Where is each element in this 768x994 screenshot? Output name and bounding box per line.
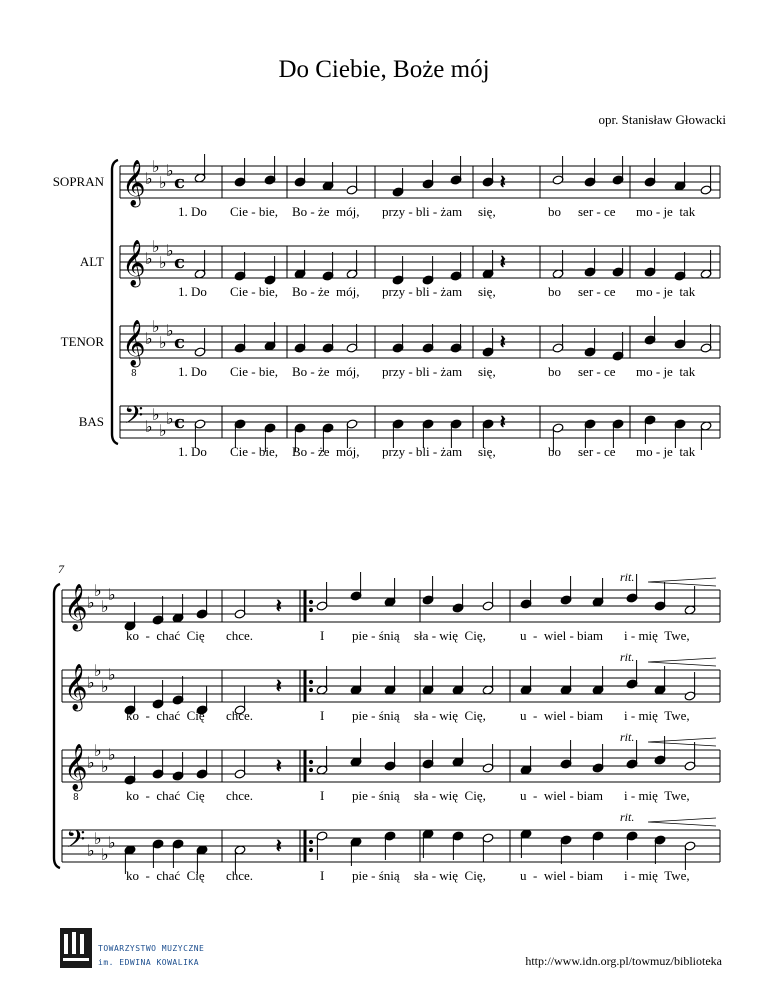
bass-clef-icon: 𝄢: [66, 825, 86, 860]
flat-icon: ♭: [166, 321, 174, 340]
repeat-dot: [309, 768, 312, 771]
lyric-syllable: ko - chać Cię: [126, 788, 205, 803]
repeat-dot: [309, 600, 312, 603]
flat-icon: ♭: [101, 677, 109, 696]
lyric-syllable: pie - śnią: [352, 788, 400, 803]
lyric-syllable: I: [320, 868, 325, 883]
lyric-syllable: i - mię Twe,: [624, 788, 690, 803]
lyric-syllable: 1. Do: [178, 284, 207, 299]
flat-icon: ♭: [145, 169, 153, 188]
lyric-syllable: Bo - że mój,: [292, 364, 360, 379]
flat-icon: ♭: [94, 661, 102, 680]
tempo-marking-rit: rit.: [620, 730, 635, 744]
repeat-dot: [309, 840, 312, 843]
repeat-dot: [309, 848, 312, 851]
common-time-icon: c: [174, 172, 185, 193]
lyric-syllable: I: [320, 788, 325, 803]
lyric-syllable: u - wiel - biam: [520, 868, 604, 883]
rest-icon: 𝄽: [500, 252, 506, 273]
lyric-syllable: mo - je tak: [636, 444, 696, 459]
lyric-syllable: i - mię Twe,: [624, 708, 690, 723]
publisher-logo: [60, 928, 92, 968]
lyric-syllable: Bo - że mój,: [292, 204, 360, 219]
lyric-syllable: 1. Do: [178, 204, 207, 219]
lyric-syllable: bo: [548, 364, 561, 379]
rest-icon: 𝄽: [276, 676, 282, 697]
lyric-syllable: Cie - bie,: [230, 444, 279, 459]
flat-icon: ♭: [94, 581, 102, 600]
treble-clef-icon: 𝄞: [64, 664, 88, 710]
lyric-syllable: u - wiel - biam: [520, 788, 604, 803]
lyric-syllable: u - wiel - biam: [520, 708, 604, 723]
lyric-syllable: ser - ce: [578, 444, 616, 459]
lyric-syllable: bo: [548, 444, 561, 459]
flat-icon: ♭: [166, 241, 174, 260]
flat-icon: ♭: [87, 593, 95, 612]
flat-icon: ♭: [87, 673, 95, 692]
flat-icon: ♭: [159, 421, 167, 440]
flat-icon: ♭: [159, 173, 167, 192]
lyric-syllable: sła - wię Cię,: [414, 868, 486, 883]
common-time-icon: c: [174, 252, 185, 273]
measure-number: 7: [58, 562, 64, 576]
lyric-syllable: przy - bli - żam: [382, 284, 463, 299]
common-time-icon: c: [174, 332, 185, 353]
publisher-subname: im. EDWINA KOWALIKA: [98, 958, 200, 967]
voice-label-bass: BAS: [78, 414, 104, 429]
lyric-syllable: u - wiel - biam: [520, 628, 604, 643]
flat-icon: ♭: [108, 665, 116, 684]
decrescendo-hairpin: [648, 658, 716, 666]
lyric-syllable: przy - bli - żam: [382, 204, 463, 219]
repeat-dot: [309, 680, 312, 683]
flat-icon: ♭: [159, 253, 167, 272]
lyric-syllable: Cie - bie,: [230, 364, 279, 379]
flat-icon: ♭: [108, 745, 116, 764]
decrescendo-hairpin: [648, 818, 716, 826]
lyric-syllable: I: [320, 708, 325, 723]
lyric-syllable: pie - śnią: [352, 628, 400, 643]
lyric-syllable: mo - je tak: [636, 204, 696, 219]
flat-icon: ♭: [152, 157, 160, 176]
lyric-syllable: ko - chać Cię: [126, 868, 205, 883]
common-time-icon: c: [174, 412, 185, 433]
publisher-name: TOWARZYSTWO MUZYCZNE: [98, 944, 205, 953]
flat-icon: ♭: [108, 833, 116, 852]
lyric-syllable: chce.: [226, 708, 254, 723]
voice-label-tenor: TENOR: [60, 334, 104, 349]
lyric-syllable: ser - ce: [578, 204, 616, 219]
lyric-syllable: ser - ce: [578, 364, 616, 379]
flat-icon: ♭: [87, 753, 95, 772]
flat-icon: ♭: [145, 417, 153, 436]
lyric-syllable: ser - ce: [578, 284, 616, 299]
octave-mark: 8: [73, 793, 79, 803]
treble-clef-icon: 𝄞: [64, 584, 88, 630]
system-bracket: [54, 584, 60, 868]
lyric-syllable: sła - wię Cię,: [414, 708, 486, 723]
tempo-marking-rit: rit.: [620, 570, 635, 584]
flat-icon: ♭: [101, 757, 109, 776]
arranger-credit: opr. Stanisław Głowacki: [598, 112, 726, 127]
rest-icon: 𝄽: [500, 412, 506, 433]
tempo-marking-rit: rit.: [620, 650, 635, 664]
lyric-syllable: się,: [478, 364, 496, 379]
repeat-dot: [309, 608, 312, 611]
lyric-syllable: I: [320, 628, 325, 643]
flat-icon: ♭: [108, 585, 116, 604]
bass-clef-icon: 𝄢: [124, 401, 144, 436]
rest-icon: 𝄽: [276, 596, 282, 617]
decrescendo-hairpin: [648, 578, 716, 586]
flat-icon: ♭: [152, 317, 160, 336]
tempo-marking-rit: rit.: [620, 810, 635, 824]
lyric-syllable: się,: [478, 204, 496, 219]
treble-clef-icon: 𝄞: [64, 744, 88, 790]
lyric-syllable: się,: [478, 444, 496, 459]
lyric-syllable: sła - wię Cię,: [414, 628, 486, 643]
flat-icon: ♭: [152, 405, 160, 424]
lyric-syllable: Bo - że mój,: [292, 284, 360, 299]
decrescendo-hairpin: [648, 738, 716, 746]
lyric-syllable: bo: [548, 284, 561, 299]
lyric-syllable: bo: [548, 204, 561, 219]
octave-mark: 8: [131, 369, 137, 379]
rest-icon: 𝄽: [276, 756, 282, 777]
flat-icon: ♭: [152, 237, 160, 256]
rest-icon: 𝄽: [500, 172, 506, 193]
voice-label-soprano: SOPRAN: [52, 174, 104, 189]
lyric-syllable: 1. Do: [178, 364, 207, 379]
lyric-syllable: mo - je tak: [636, 284, 696, 299]
flat-icon: ♭: [166, 409, 174, 428]
footer-url-link[interactable]: http://www.idn.org.pl/towmuz/biblioteka: [525, 954, 722, 968]
lyric-syllable: Cie - bie,: [230, 284, 279, 299]
lyric-syllable: przy - bli - żam: [382, 364, 463, 379]
lyric-syllable: pie - śnią: [352, 868, 400, 883]
flat-icon: ♭: [101, 597, 109, 616]
rest-icon: 𝄽: [276, 836, 282, 857]
lyric-syllable: pie - śnią: [352, 708, 400, 723]
lyric-syllable: i - mię Twe,: [624, 628, 690, 643]
lyric-syllable: 1. Do: [178, 444, 207, 459]
flat-icon: ♭: [101, 845, 109, 864]
flat-icon: ♭: [145, 249, 153, 268]
lyric-syllable: ko - chać Cię: [126, 628, 205, 643]
lyric-syllable: chce.: [226, 868, 254, 883]
repeat-dot: [309, 760, 312, 763]
flat-icon: ♭: [145, 329, 153, 348]
lyric-syllable: przy - bli - żam: [382, 444, 463, 459]
treble-clef-icon: 𝄞: [122, 320, 146, 366]
treble-clef-icon: 𝄞: [122, 240, 146, 286]
lyric-syllable: się,: [478, 284, 496, 299]
flat-icon: ♭: [94, 829, 102, 848]
rest-icon: 𝄽: [500, 332, 506, 353]
lyric-syllable: ko - chać Cię: [126, 708, 205, 723]
lyric-syllable: mo - je tak: [636, 364, 696, 379]
lyric-syllable: i - mię Twe,: [624, 868, 690, 883]
treble-clef-icon: 𝄞: [122, 160, 146, 206]
flat-icon: ♭: [87, 841, 95, 860]
voice-label-alto: ALT: [79, 254, 104, 269]
flat-icon: ♭: [94, 741, 102, 760]
lyric-syllable: Bo - że mój,: [292, 444, 360, 459]
lyric-syllable: chce.: [226, 788, 254, 803]
flat-icon: ♭: [166, 161, 174, 180]
system-bracket: [112, 160, 118, 444]
page-title: Do Ciebie, Boże mój: [278, 56, 490, 83]
lyric-syllable: sła - wię Cię,: [414, 788, 486, 803]
lyric-syllable: Cie - bie,: [230, 204, 279, 219]
flat-icon: ♭: [159, 333, 167, 352]
lyric-syllable: chce.: [226, 628, 254, 643]
repeat-dot: [309, 688, 312, 691]
